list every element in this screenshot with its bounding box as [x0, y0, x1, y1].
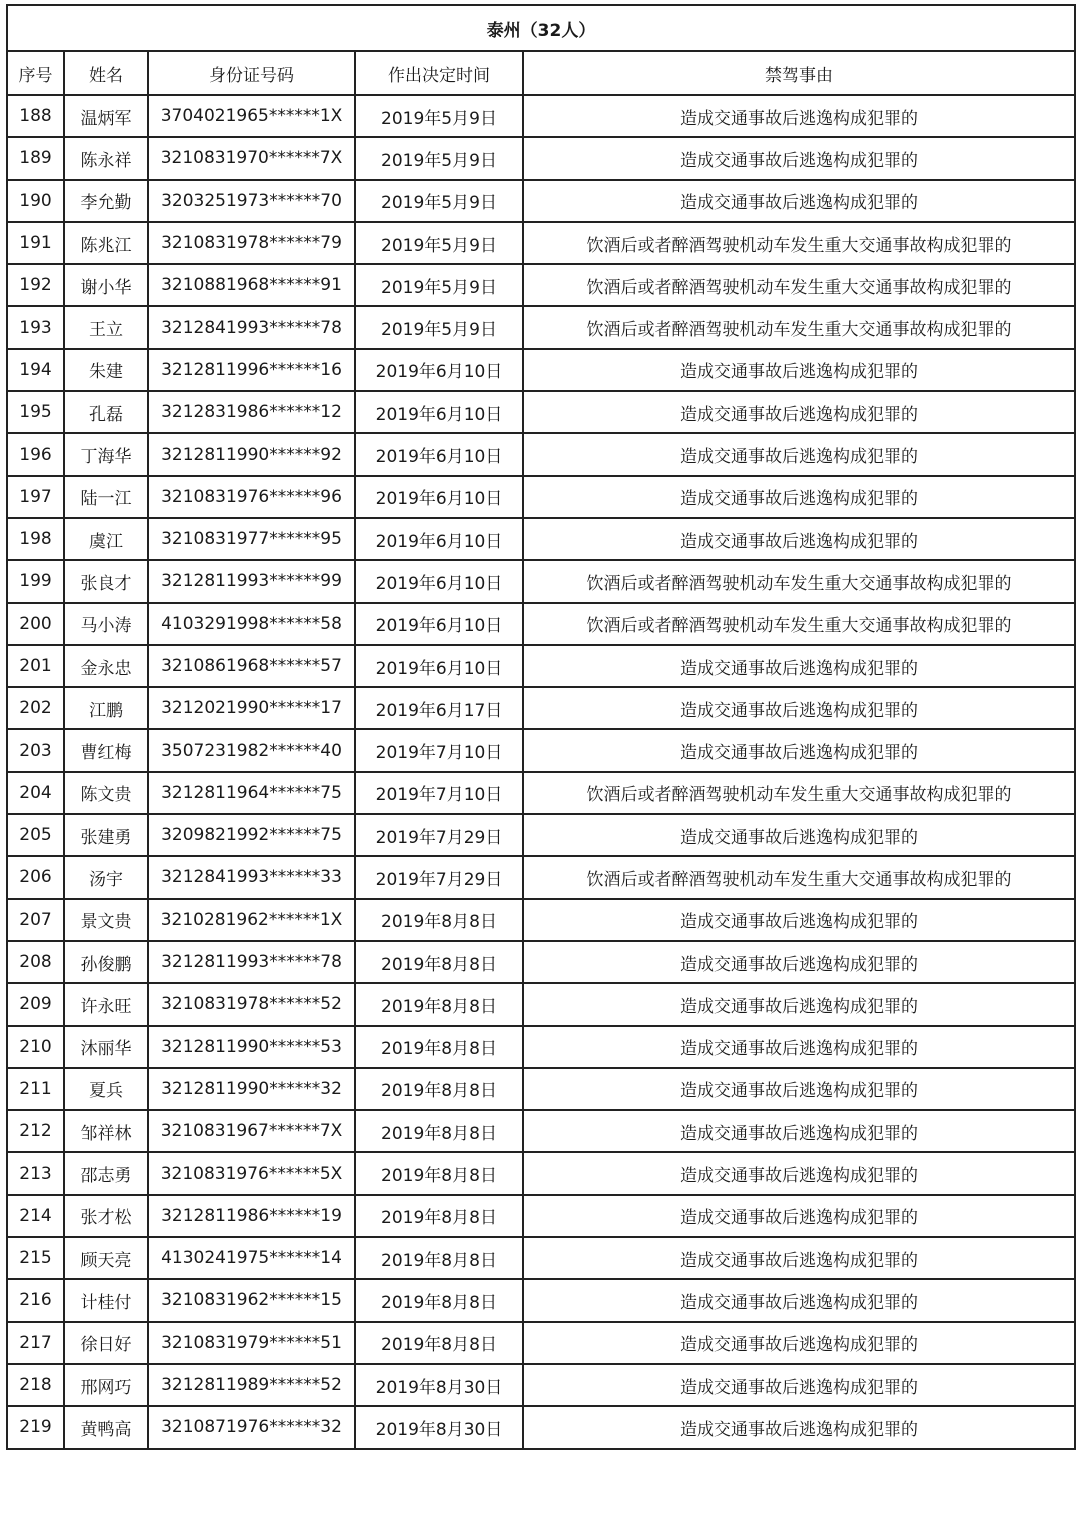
cell-id-number: 3210831967******7X	[148, 1110, 355, 1152]
cell-ban-reason: 造成交通事故后逃逸构成犯罪的	[523, 391, 1075, 433]
cell-seq: 211	[7, 1068, 64, 1110]
cell-name: 计桂付	[64, 1279, 148, 1321]
cell-ban-reason: 饮酒后或者醉酒驾驶机动车发生重大交通事故构成犯罪的	[523, 306, 1075, 348]
table-row	[7, 814, 1075, 856]
cell-name: 邹祥林	[64, 1110, 148, 1152]
table-row	[7, 264, 1075, 306]
cell-name: 许永旺	[64, 983, 148, 1025]
cell-id-number: 3507231982******40	[148, 729, 355, 771]
cell-id-number: 3203251973******70	[148, 180, 355, 222]
cell-decision-date: 2019年6月10日	[355, 645, 523, 687]
cell-ban-reason: 饮酒后或者醉酒驾驶机动车发生重大交通事故构成犯罪的	[523, 560, 1075, 602]
cell-seq: 209	[7, 983, 64, 1025]
cell-decision-date: 2019年7月10日	[355, 772, 523, 814]
cell-seq: 208	[7, 941, 64, 983]
table-row	[7, 1110, 1075, 1152]
cell-name: 谢小华	[64, 264, 148, 306]
cell-decision-date: 2019年6月10日	[355, 603, 523, 645]
cell-seq: 195	[7, 391, 64, 433]
cell-id-number: 3210831978******52	[148, 983, 355, 1025]
table-row	[7, 1152, 1075, 1194]
table-row	[7, 1279, 1075, 1321]
table-row	[7, 391, 1075, 433]
cell-seq: 202	[7, 687, 64, 729]
cell-name: 李允勤	[64, 180, 148, 222]
cell-name: 曹红梅	[64, 729, 148, 771]
cell-seq: 214	[7, 1195, 64, 1237]
cell-decision-date: 2019年6月10日	[355, 349, 523, 391]
cell-ban-reason: 造成交通事故后逃逸构成犯罪的	[523, 1068, 1075, 1110]
cell-ban-reason: 造成交通事故后逃逸构成犯罪的	[523, 433, 1075, 475]
cell-seq: 197	[7, 476, 64, 518]
cell-ban-reason: 造成交通事故后逃逸构成犯罪的	[523, 349, 1075, 391]
cell-decision-date: 2019年8月8日	[355, 899, 523, 941]
cell-ban-reason: 造成交通事故后逃逸构成犯罪的	[523, 1026, 1075, 1068]
header-name: 姓名	[64, 51, 148, 95]
table-body	[7, 95, 1075, 1449]
table-row	[7, 772, 1075, 814]
cell-id-number: 3210831976******5X	[148, 1152, 355, 1194]
cell-decision-date: 2019年8月8日	[355, 941, 523, 983]
table-row	[7, 1195, 1075, 1237]
cell-name: 王立	[64, 306, 148, 348]
cell-decision-date: 2019年8月8日	[355, 1110, 523, 1152]
cell-ban-reason: 饮酒后或者醉酒驾驶机动车发生重大交通事故构成犯罪的	[523, 772, 1075, 814]
cell-ban-reason: 造成交通事故后逃逸构成犯罪的	[523, 983, 1075, 1025]
driving-ban-table	[6, 4, 1076, 1450]
cell-decision-date: 2019年7月29日	[355, 814, 523, 856]
cell-ban-reason: 造成交通事故后逃逸构成犯罪的	[523, 729, 1075, 771]
cell-id-number: 3210861968******57	[148, 645, 355, 687]
cell-seq: 194	[7, 349, 64, 391]
cell-ban-reason: 造成交通事故后逃逸构成犯罪的	[523, 137, 1075, 179]
cell-ban-reason: 造成交通事故后逃逸构成犯罪的	[523, 1237, 1075, 1279]
table-title-row	[7, 5, 1075, 51]
cell-id-number: 3209821992******75	[148, 814, 355, 856]
cell-decision-date: 2019年8月8日	[355, 1237, 523, 1279]
cell-ban-reason: 饮酒后或者醉酒驾驶机动车发生重大交通事故构成犯罪的	[523, 603, 1075, 645]
cell-seq: 200	[7, 603, 64, 645]
cell-id-number: 3212021990******17	[148, 687, 355, 729]
table-row	[7, 560, 1075, 602]
cell-ban-reason: 造成交通事故后逃逸构成犯罪的	[523, 1322, 1075, 1364]
cell-decision-date: 2019年6月17日	[355, 687, 523, 729]
cell-decision-date: 2019年8月8日	[355, 1068, 523, 1110]
cell-name: 顾天亮	[64, 1237, 148, 1279]
cell-seq: 189	[7, 137, 64, 179]
cell-ban-reason: 造成交通事故后逃逸构成犯罪的	[523, 1152, 1075, 1194]
cell-name: 金永忠	[64, 645, 148, 687]
header-seq: 序号	[7, 51, 64, 95]
table-row	[7, 1406, 1075, 1448]
cell-seq: 203	[7, 729, 64, 771]
table-row	[7, 983, 1075, 1025]
cell-seq: 215	[7, 1237, 64, 1279]
cell-decision-date: 2019年6月10日	[355, 433, 523, 475]
cell-decision-date: 2019年8月8日	[355, 1026, 523, 1068]
cell-name: 景文贵	[64, 899, 148, 941]
cell-ban-reason: 造成交通事故后逃逸构成犯罪的	[523, 95, 1075, 137]
cell-id-number: 3212811993******99	[148, 560, 355, 602]
cell-ban-reason: 饮酒后或者醉酒驾驶机动车发生重大交通事故构成犯罪的	[523, 264, 1075, 306]
table-header-row	[7, 51, 1075, 95]
cell-ban-reason: 造成交通事故后逃逸构成犯罪的	[523, 1406, 1075, 1448]
cell-name: 徐日好	[64, 1322, 148, 1364]
cell-name: 黄鸭高	[64, 1406, 148, 1448]
table-row	[7, 180, 1075, 222]
cell-id-number: 3212811993******78	[148, 941, 355, 983]
cell-ban-reason: 造成交通事故后逃逸构成犯罪的	[523, 814, 1075, 856]
table-row	[7, 1322, 1075, 1364]
cell-decision-date: 2019年8月30日	[355, 1364, 523, 1406]
cell-decision-date: 2019年8月8日	[355, 1195, 523, 1237]
cell-name: 陆一江	[64, 476, 148, 518]
table-row	[7, 349, 1075, 391]
cell-ban-reason: 造成交通事故后逃逸构成犯罪的	[523, 1110, 1075, 1152]
cell-decision-date: 2019年5月9日	[355, 137, 523, 179]
cell-decision-date: 2019年6月10日	[355, 560, 523, 602]
table-row	[7, 306, 1075, 348]
cell-name: 温炳军	[64, 95, 148, 137]
table-row	[7, 1068, 1075, 1110]
table-title: 泰州（32人）	[7, 5, 1075, 51]
cell-name: 张建勇	[64, 814, 148, 856]
cell-ban-reason: 造成交通事故后逃逸构成犯罪的	[523, 180, 1075, 222]
cell-id-number: 3210831979******51	[148, 1322, 355, 1364]
cell-ban-reason: 造成交通事故后逃逸构成犯罪的	[523, 1279, 1075, 1321]
cell-seq: 205	[7, 814, 64, 856]
cell-ban-reason: 造成交通事故后逃逸构成犯罪的	[523, 476, 1075, 518]
cell-name: 陈兆江	[64, 222, 148, 264]
header-decision-date: 作出决定时间	[355, 51, 523, 95]
table-row	[7, 1364, 1075, 1406]
table-row	[7, 687, 1075, 729]
cell-ban-reason: 造成交通事故后逃逸构成犯罪的	[523, 941, 1075, 983]
cell-name: 丁海华	[64, 433, 148, 475]
cell-ban-reason: 造成交通事故后逃逸构成犯罪的	[523, 687, 1075, 729]
cell-id-number: 3210831976******96	[148, 476, 355, 518]
table-row	[7, 1237, 1075, 1279]
cell-seq: 201	[7, 645, 64, 687]
table-row	[7, 137, 1075, 179]
cell-id-number: 3212831986******12	[148, 391, 355, 433]
cell-decision-date: 2019年8月30日	[355, 1406, 523, 1448]
cell-name: 沐丽华	[64, 1026, 148, 1068]
cell-name: 汤宇	[64, 856, 148, 898]
cell-id-number: 4103291998******58	[148, 603, 355, 645]
table-row	[7, 856, 1075, 898]
cell-seq: 198	[7, 518, 64, 560]
cell-id-number: 3210831978******79	[148, 222, 355, 264]
cell-name: 邢网巧	[64, 1364, 148, 1406]
cell-id-number: 3212811989******52	[148, 1364, 355, 1406]
cell-name: 张才松	[64, 1195, 148, 1237]
cell-name: 陈文贵	[64, 772, 148, 814]
cell-decision-date: 2019年5月9日	[355, 180, 523, 222]
cell-id-number: 3210831962******15	[148, 1279, 355, 1321]
cell-id-number: 3212811996******16	[148, 349, 355, 391]
cell-id-number: 3210281962******1X	[148, 899, 355, 941]
cell-id-number: 3704021965******1X	[148, 95, 355, 137]
cell-seq: 216	[7, 1279, 64, 1321]
cell-decision-date: 2019年8月8日	[355, 1322, 523, 1364]
cell-id-number: 3210881968******91	[148, 264, 355, 306]
cell-name: 孙俊鹏	[64, 941, 148, 983]
cell-name: 夏兵	[64, 1068, 148, 1110]
cell-id-number: 3212811990******53	[148, 1026, 355, 1068]
cell-decision-date: 2019年5月9日	[355, 306, 523, 348]
table-row	[7, 222, 1075, 264]
table-row	[7, 433, 1075, 475]
cell-seq: 204	[7, 772, 64, 814]
cell-seq: 210	[7, 1026, 64, 1068]
cell-decision-date: 2019年7月29日	[355, 856, 523, 898]
cell-decision-date: 2019年6月10日	[355, 518, 523, 560]
table-row	[7, 603, 1075, 645]
cell-seq: 199	[7, 560, 64, 602]
cell-id-number: 3210871976******32	[148, 1406, 355, 1448]
cell-seq: 217	[7, 1322, 64, 1364]
cell-seq: 218	[7, 1364, 64, 1406]
table-row	[7, 645, 1075, 687]
cell-decision-date: 2019年7月10日	[355, 729, 523, 771]
cell-name: 马小涛	[64, 603, 148, 645]
cell-id-number: 3210831977******95	[148, 518, 355, 560]
cell-decision-date: 2019年6月10日	[355, 391, 523, 433]
cell-ban-reason: 饮酒后或者醉酒驾驶机动车发生重大交通事故构成犯罪的	[523, 856, 1075, 898]
cell-decision-date: 2019年6月10日	[355, 476, 523, 518]
cell-ban-reason: 饮酒后或者醉酒驾驶机动车发生重大交通事故构成犯罪的	[523, 222, 1075, 264]
cell-id-number: 3210831970******7X	[148, 137, 355, 179]
cell-name: 孔磊	[64, 391, 148, 433]
table-row	[7, 941, 1075, 983]
cell-decision-date: 2019年5月9日	[355, 95, 523, 137]
table-row	[7, 95, 1075, 137]
cell-id-number: 3212811990******32	[148, 1068, 355, 1110]
cell-ban-reason: 造成交通事故后逃逸构成犯罪的	[523, 645, 1075, 687]
cell-name: 虞江	[64, 518, 148, 560]
cell-ban-reason: 造成交通事故后逃逸构成犯罪的	[523, 899, 1075, 941]
cell-name: 朱建	[64, 349, 148, 391]
cell-seq: 192	[7, 264, 64, 306]
cell-id-number: 3212811986******19	[148, 1195, 355, 1237]
table-row	[7, 729, 1075, 771]
cell-ban-reason: 造成交通事故后逃逸构成犯罪的	[523, 1195, 1075, 1237]
table-row	[7, 1026, 1075, 1068]
cell-seq: 219	[7, 1406, 64, 1448]
table-row	[7, 476, 1075, 518]
cell-seq: 193	[7, 306, 64, 348]
cell-name: 江鹏	[64, 687, 148, 729]
header-ban-reason: 禁驾事由	[523, 51, 1075, 95]
cell-id-number: 3212841993******78	[148, 306, 355, 348]
cell-decision-date: 2019年8月8日	[355, 1279, 523, 1321]
cell-name: 张良才	[64, 560, 148, 602]
cell-seq: 190	[7, 180, 64, 222]
cell-id-number: 4130241975******14	[148, 1237, 355, 1279]
cell-id-number: 3212811964******75	[148, 772, 355, 814]
cell-seq: 191	[7, 222, 64, 264]
cell-decision-date: 2019年8月8日	[355, 983, 523, 1025]
table-row	[7, 518, 1075, 560]
header-id-number: 身份证号码	[148, 51, 355, 95]
cell-ban-reason: 造成交通事故后逃逸构成犯罪的	[523, 1364, 1075, 1406]
cell-seq: 213	[7, 1152, 64, 1194]
cell-ban-reason: 造成交通事故后逃逸构成犯罪的	[523, 518, 1075, 560]
cell-decision-date: 2019年5月9日	[355, 222, 523, 264]
roster-sheet	[6, 4, 1074, 1450]
cell-id-number: 3212841993******33	[148, 856, 355, 898]
cell-seq: 196	[7, 433, 64, 475]
cell-name: 邵志勇	[64, 1152, 148, 1194]
table-row	[7, 899, 1075, 941]
cell-decision-date: 2019年8月8日	[355, 1152, 523, 1194]
cell-seq: 188	[7, 95, 64, 137]
cell-decision-date: 2019年5月9日	[355, 264, 523, 306]
cell-seq: 206	[7, 856, 64, 898]
cell-name: 陈永祥	[64, 137, 148, 179]
cell-id-number: 3212811990******92	[148, 433, 355, 475]
cell-seq: 212	[7, 1110, 64, 1152]
cell-seq: 207	[7, 899, 64, 941]
